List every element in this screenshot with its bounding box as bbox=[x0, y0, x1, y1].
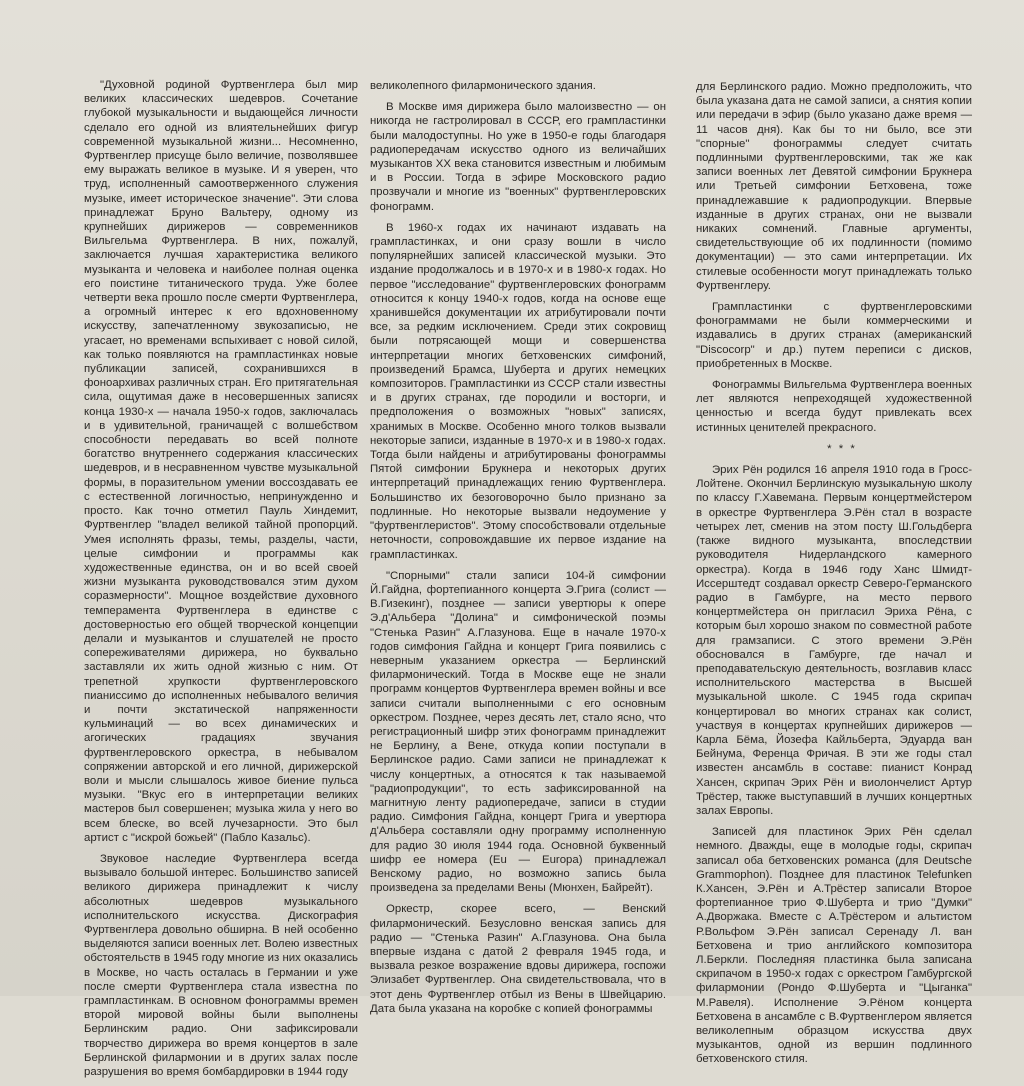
text-column-middle bbox=[370, 79, 666, 1023]
paragraph: Фонограммы Вильгельма Фуртвенглера военных лет являются непреходящей художественной ценностью и всегда будут привлекать всех истинных ценителей прекрасного. bbox=[696, 379, 972, 434]
paragraph: "Спорными" стали записи 104-й симфонии Й.Гайдна, фортепианного концерта Э.Грига (солист — В.Гизекинг), позднее — записи увертюры к опере Э.д'Альбера "Долина" и симфонической поэмы "Стенька Разин" А.Глазунова. Еще в начале 1970-х годов симфония Гайдна и концерт Грига появились с неверным указанием оркестра — Берлинский филармонический. Тогда в Москве еще не знали программ концертов Фуртвенглера времен войны и все записи считали выполненными с его основным оркестром. Позднее, через десять лет, стало ясно, что регистрационный шифр этих фонограмм принадлежит не Берлину, а Вене, откуда копии поступали в Берлинское радио. Сами записи не принадлежат к числу концертных, а относятся к так называемой "радиопродукции", то есть зафиксированной на магнитную ленту радиопередаче, записи в студии радио. Симфония Гайдна, концерт Грига и увертюра д'Альбера составляли одну программу исполненную для радио 30 июля 1944 года. Основной буквенный шифр ее номера (Eu — Europa) принадлежал Венскому радио, но возможно запись была произведена за пределами Вены (Мюнхен, Байрейт). bbox=[370, 569, 666, 895]
paragraph: Грампластинки с фуртвенглеровскими фонограммами не были коммерческими и издавались в других странах (американский "Discocorp" и др.) путем переписи с дисков, приобретенных в Москве. bbox=[696, 301, 972, 370]
paragraph: великолепного филармонического здания. bbox=[370, 80, 596, 92]
paragraph: В 1960-х годах их начинают издавать на грампластинках, и они сразу вошли в число популярнейших записей классической музыки. Это издание продолжалось и в 1970-х и в 1980-х годах. Но первое "исследование" фуртвенглеровских фонограмм относится к концу 1940-х годов, когда на основе еще хранившейся документации их атрибутировали почти все, за редким исключением. Среди этих сокровищ были потрясающей мощи и совершенства интерпретации многих бетховенских симфоний, произведений Брамса, Шуберта и других немецких композиторов. Грампластинки из СССР стали известны и в других странах, где породили и восторги, и предположения о возможных "новых" записях, хранимых в Москве. Особенно много толков вызвали некоторые записи, изданные в 1970-х и в 1980-х годах. Тогда были найдены и атрибутированы фонограммы Пятой симфонии Брукнера и некоторых других интерпретаций принадлежащих гению Фуртвенглера. Большинство их безоговорочно было признано за подлинные. Но некоторые вызвали недоумение у "фуртвенглеристов". Этому способствовали отдельные неточности, сопровождавшие их первое издание на грампластинках. bbox=[370, 221, 666, 561]
paragraph: Оркестр, скорее всего, — Венский филармонический. Безусловно венская запись для радио — "Стенька Разин" А.Глазунова. Она была впервые издана с датой 2 февраля 1945 года, и вызвала резкое возражение вдовы дирижера, госпожи Элизабет Фуртвенглер. Она свидетельствовала, что в этот день Фуртвенглер отбыл из Вены в Швейцарию. Дата была указана на коробке с копией фонограммы bbox=[370, 903, 666, 1015]
paragraph: "Духовной родиной Фуртвенглера был мир великих классических шедевров. Сочетание глубокой музыкальности и выдающейся личности сделало его одной из влиятельнейших фигур современной музыкальной жизни... Несомненно, Фуртвенглер присуще было величие, позволявшее ему выражать великое в музыке. И я уверен, что труд, исполненный самоотверженного служения музыке, имеет историческое значение". Эти слова принадлежат Бруно Вальтеру, одному из крупнейших дирижеров — современников Вильгельма Фуртвенглера. В них, пожалуй, заключается лучшая характеристика великого музыканта и человека и наиболее полная оценка его поистине титанического труда. Уже более четверти века прошло после смерти Фуртвенглера, а огромный интерес к его вдохновенному искусству, запечатленному звукозаписью, не угасает, но временами вспыхивает с новой силой, как только появляются на грампластинках новые публикации записей, сохранившихся в фоноархивах различных стран. Его притягательная сила, ощутимая даже в несовершенных записях конца 1930-х — начала 1950-х годов, заключалась и в удивительной, граничащей с волшебством способности передавать во всей полноте богатство внутреннего содержания классических шедевров, и в несравненном чувстве музыкальной формы, в поразительном умении воссоздавать ее с естественной логичностью, непринужденно и просто. Как точно отметил Пауль Хиндемит, Фуртвенглер "владел великой тайной пропорций. Умея исполнять фразы, темы, разделы, части, целые симфонии и программы как художественные единства, он и во всей своей жизни музыканта руководствовался этим духом соразмерности". Мощное воздействие духовного темперамента Фуртвенглера в единстве с достоверностью его общей творческой концепции делали и музыкантов и слушателей не просто сопереживателями дирижера, но буквально заставляли их жить одной жизнью с ним. От трепетной хрупкости фуртвенглеровского пианиссимо до исполненных небывалого величия и почти экстатической напряженности кульминаций — во всех динамических и агогических градациях звучания фуртвенглеровского оркестра, в небывалом сопряжении авторской и его личной, дирижерской воли и мысли слышалось живое биение пульса музыки. "Вкус его в интерпретации великих мастеров был совершенен; музыка жила у него во всем блеске, во всей лучезарности. Это был артист с "искрой божьей" (Пабло Казальс). bbox=[84, 79, 358, 844]
text-column-right bbox=[696, 80, 972, 1074]
paragraph: Звуковое наследие Фуртвенглера всегда вызывало большой интерес. Большинство записей великого дирижера принадлежит к числу абсолютных шедевров музыкального исполнительского искусства. Дискография Фуртвенглера довольно обширна. В ней особенно выделяются записи военных лет. Волею известных обстоятельств в 1945 году многие из них оказались в Москве, но часть осталась в Германии и уже после смерти Фуртвенглера стала известна по грампластинкам. В основном фонограммы времен второй мировой войны были выполнены Берлинским радио. Они зафиксировали творчество дирижера во время концертов в зале Берлинской филармонии и в других залах после разрушения во время бомбардировки в 1944 году bbox=[84, 852, 358, 1079]
paragraph: В Москве имя дирижера было малоизвестно — он никогда не гастролировал в СССР, его грампластинки были малодоступны. Но уже в 1950-е годы благодаря радиопередачам искусство одного из величайших музыкантов XX века становится известным и любимым и в России. Тогда в эфире Московского радио прозвучали и многие из "военных" фуртвенглеровских фонограмм. bbox=[370, 101, 666, 213]
paragraph: Записей для пластинок Эрих Рён сделал немного. Дважды, еще в молодые годы, скрипач записал оба бетховенских романса (для Deutsche Grammophon). Позднее для пластинок Telefunken К.Хансен, Э.Рён и А.Трёстер записали Второе фортепианное трио Ф.Шуберта и трио "Думки" А.Дворжака. Вместе с А.Трёстером и альтистом Р.Вольфом Э.Рён записал Серенаду Л. ван Бетховена и трио английского композитора Л.Беркли. Последняя пластинка была записана скрипачом в 1950-х годах с оркестром Гамбургской филармонии (Рондо Ф.Шуберта и "Цыганка" М.Равеля). Исполнение Э.Рёном концерта Бетховена в ансамбле с В.Фуртвенглером является великолепным образцом искусства двух музыкантов, одной из вершин подлинного бетховенского стиля. bbox=[696, 826, 972, 1066]
paragraph: для Берлинского радио. Можно предположить, что была указана дата не самой записи, а снятия копии или передачи в эфир (было указано даже время — 11 часов дня). Как бы то ни было, все эти "спорные" фонограммы следует считать подлинными фуртвенглеровскими, так же как записи военных лет Девятой симфонии Брукнера или Третьей симфонии Бетховена, тоже принадлежавшие к радиопродукции. Впервые изданные в других странах, они не вызвали никаких сомнений. Главные аргументы, свидетельствующие об их подлинности (помимо документации) — это сами интерпретации. Их стилевые особенности могут принадлежать только Фуртвенглеру. bbox=[696, 81, 972, 292]
text-column-left bbox=[84, 78, 358, 1086]
paragraph: Эрих Рён родился 16 апреля 1910 года в Гросс-Лойтене. Окончил Берлинскую музыкальную школу по классу Г.Хавемана. Первым концертмейстером в оркестре Фуртвенглера Э.Рён стал в возрасте четырех лет, сменив на этом посту Ш.Гольдберга (также видного музыканта, впоследствии руководителя Нидерландского камерного оркестра). Когда в 1946 году Ханс Шмидт-Иссерштедт создавал оркестр Северо-Германского радио в Гамбурге, на место первого концертмейстера он пригласил Эриха Рёна, с которым был хорошо знаком по совместной работе для грамзаписи. С этого времени Э.Рён обосновался в Гамбурге, где начал и преподавательскую деятельность, возглавив класс исполнительского мастерства в Высшей музыкальной школе. С 1945 года скрипач концертировал во многих странах как солист, участвуя в концертах крупнейших дирижеров — Карла Бёма, Йозефа Кайльберта, Эдуарда ван Бейнума, Ференца Фричая. В эти же годы стал известен ансамбль в составе: пианист Конрад Хансен, скрипач Эрих Рён и виолончелист Артур Трёстер, также выступавший в лучших концертных залах Европы. bbox=[696, 464, 972, 817]
section-separator: * * * bbox=[827, 442, 857, 455]
